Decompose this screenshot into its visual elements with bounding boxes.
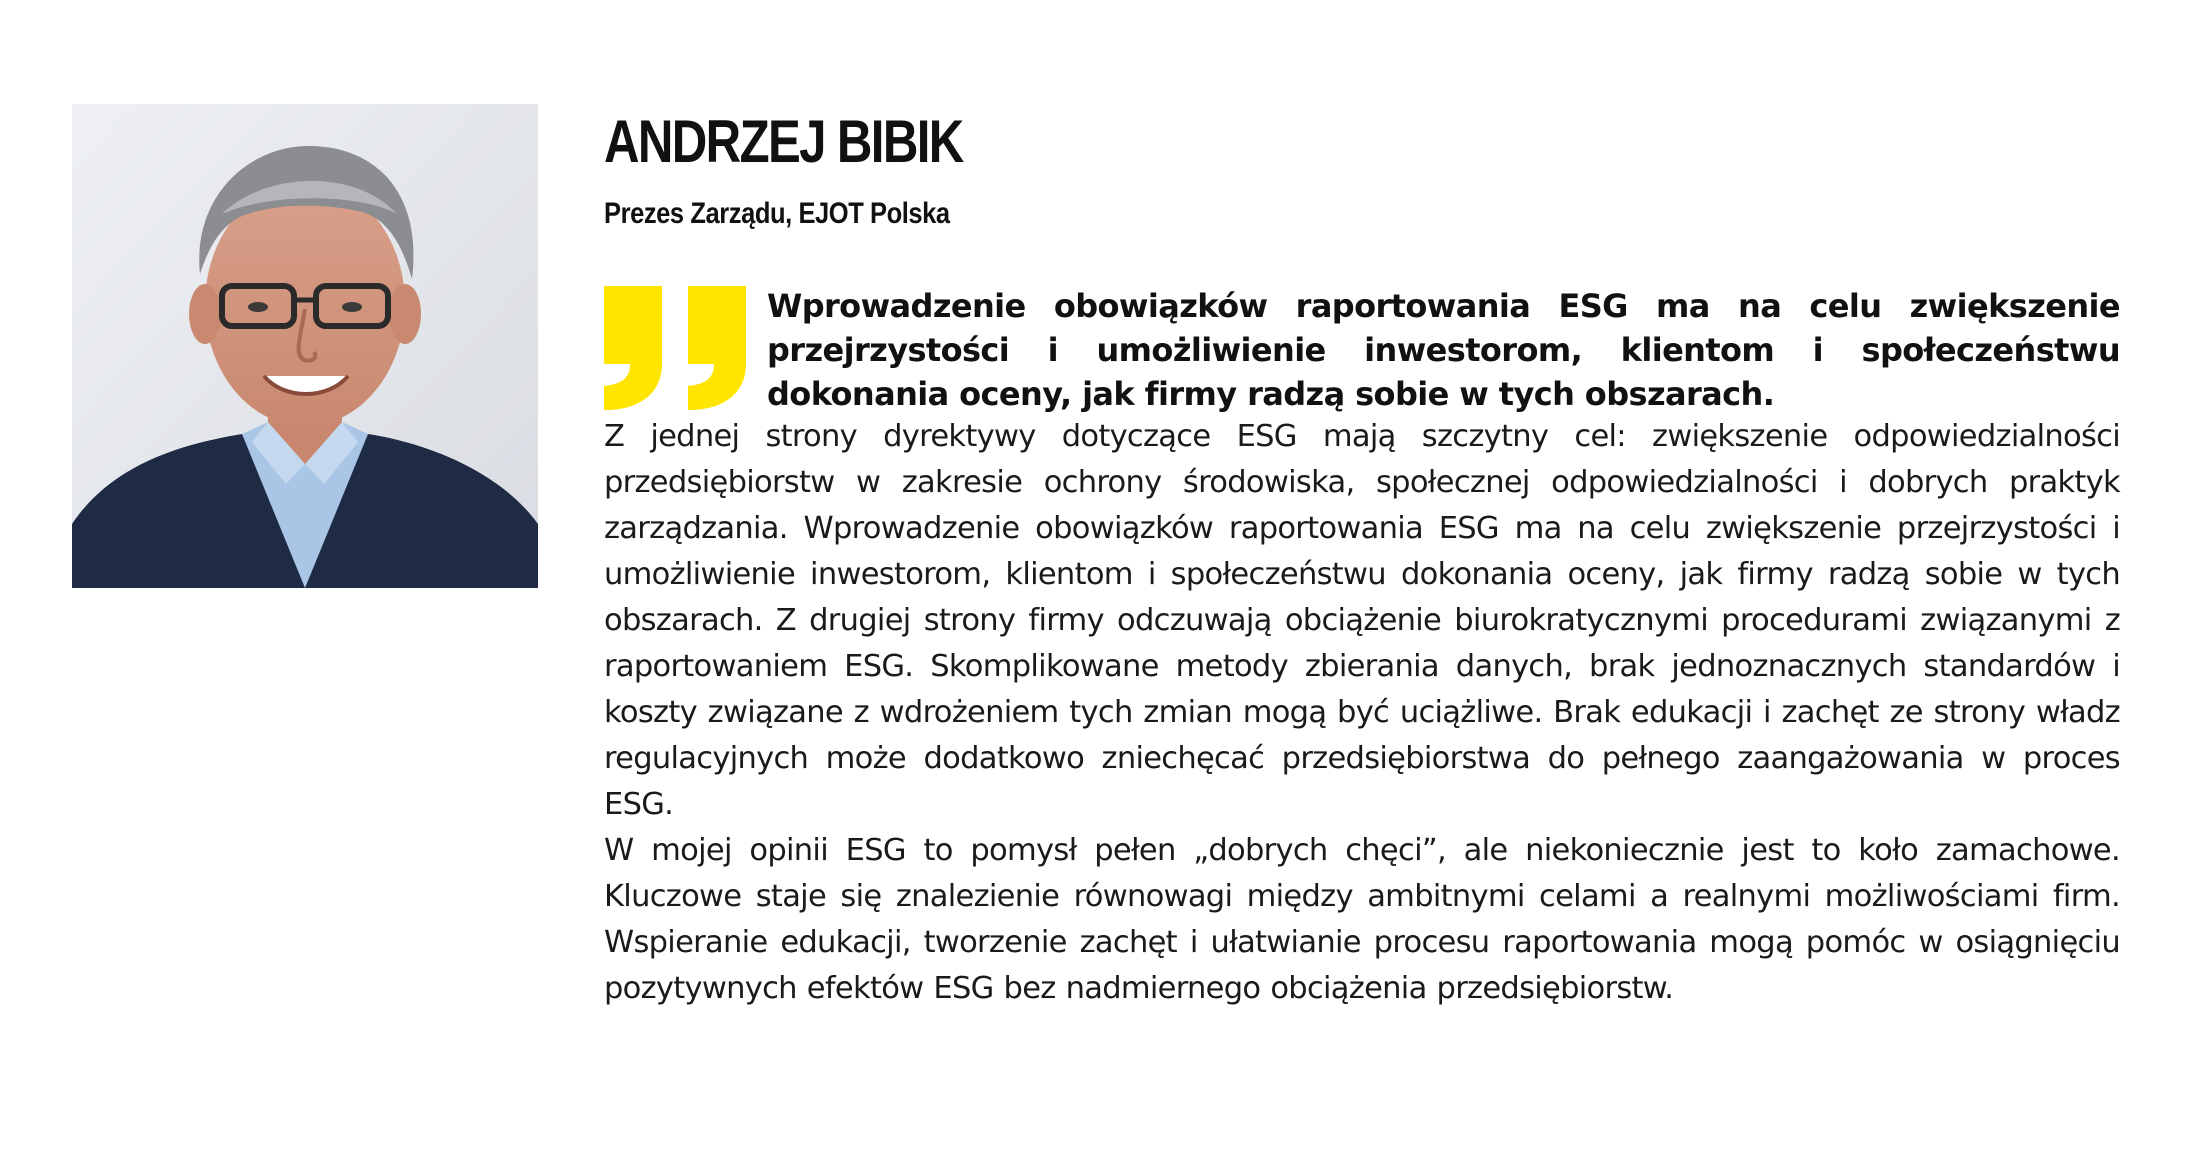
quote-mark-icon <box>604 286 746 410</box>
portrait-photo <box>72 104 538 588</box>
person-role: Prezes Zarządu, EJOT Polska <box>604 197 950 230</box>
body-paragraph-1: Z jednej strony dyrektywy dotyczące ESG mają szczytny cel: zwiększenie odpowiedzialności przedsiębiorstw w zakresie ochrony środowiska, społecznej odpowiedzialności i dobrych praktyk zarządzania. Wprowadzenie obowiązków raportowania ESG ma na celu zwiększenie przejrzystości i umożliwienie inwestorom, klientom i społeczeństwu dokonania oceny, jak firmy radzą sobie w tych obszarach. Z drugiej strony firmy odczuwają obciążenie biurokratycznymi procedurami związanymi z raportowaniem ESG. Skomplikowane metody zbierania danych, brak jednoznacznych standardów i koszty związane z wdrożeniem tych zmian mogą być uciążliwe. Brak edukacji i zachęt ze strony władz regulacyjnych może dodatkowo zniechęcać przedsiębiorstwa do pełnego zaangażowania w proces ESG. <box>604 419 2120 822</box>
portrait-illustration <box>72 104 538 588</box>
quote-lead: Wprowadzenie obowiązków raportowania ESG ma na celu zwiększenie przejrzystości i umożliwienie inwestorom, klientom i społeczeństwu dokonania oceny, jak firmy radzą sobie w tych obszarach. <box>767 287 2120 413</box>
interview-content <box>604 108 2120 1012</box>
person-name: ANDRZEJ BIBIK <box>604 108 963 175</box>
body-paragraph-2: W mojej opinii ESG to pomysł pełen „dobrych chęci”, ale niekoniecznie jest to koło zamachowe. Kluczowe staje się znalezienie równowagi między ambitnymi celami a realnymi możliwościami firm. Wspieranie edukacji, tworzenie zachęt i ułatwianie procesu raportowania mogą pomóc w osiągnięciu pozytywnych efektów ESG bez nadmiernego obciążenia przedsiębiorstw. <box>604 833 2120 1006</box>
pull-quote <box>604 284 2120 414</box>
